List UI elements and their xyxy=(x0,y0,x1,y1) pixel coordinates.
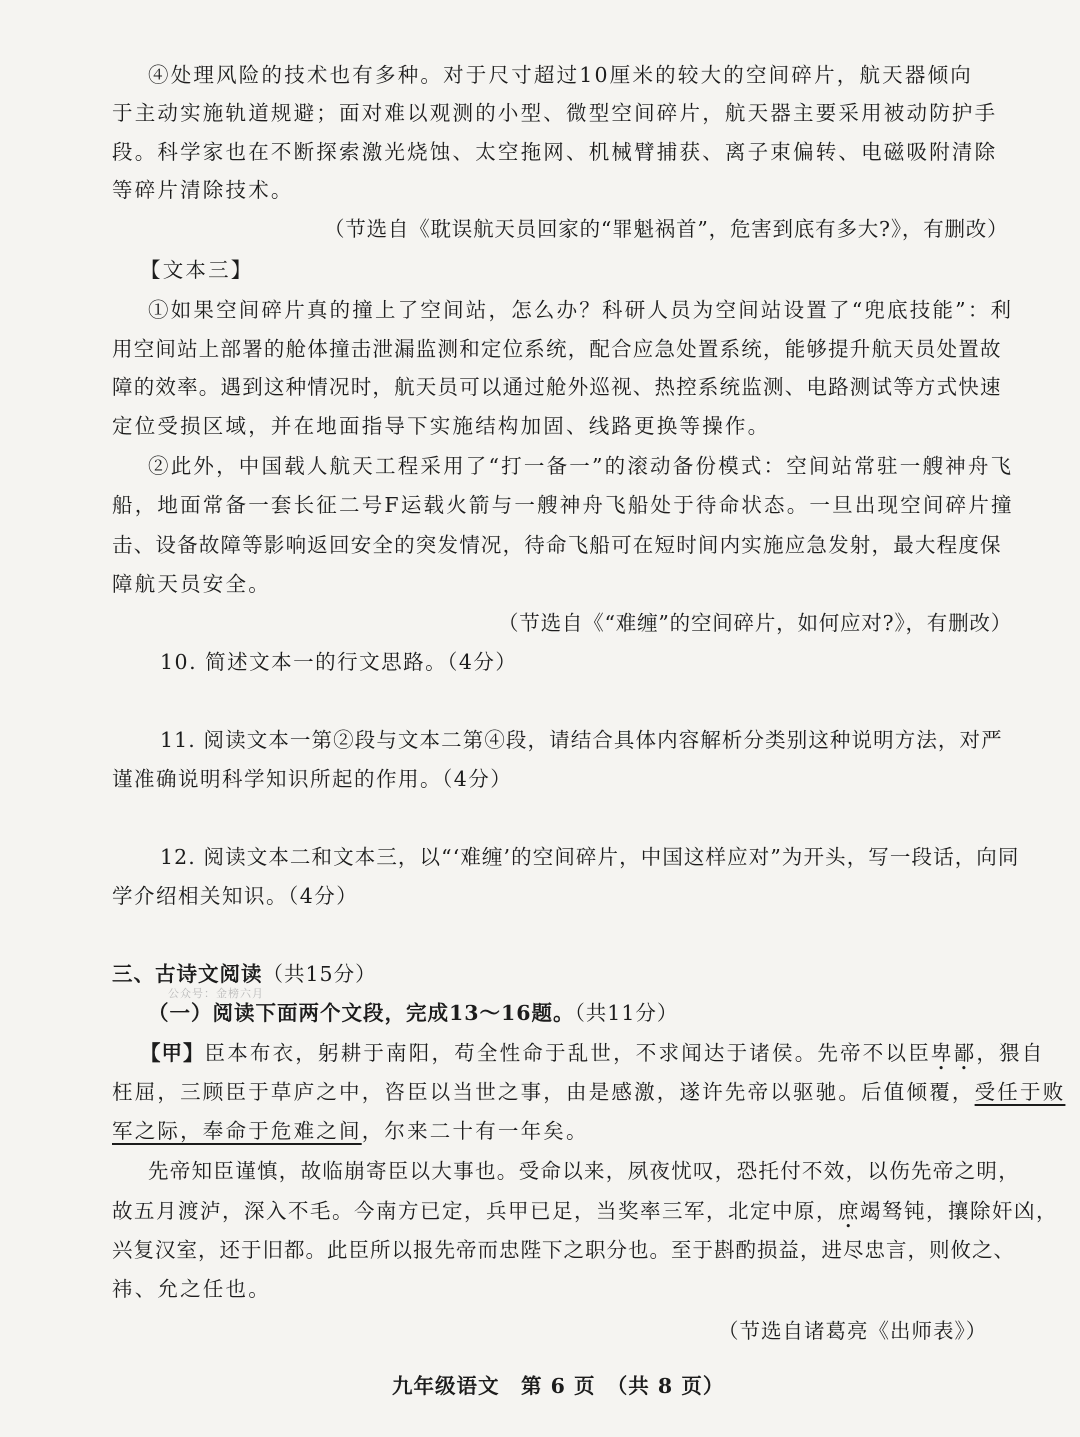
jia-line3 xyxy=(112,1118,589,1144)
text3-p2-line3: 击、设备故障等影响返回安全的突发情况，待命飞船可在短时间内实施应急发射，最大程度保 xyxy=(112,533,1002,557)
text2-p4-line3: 段。科学家也在不断探索激光烧蚀、太空拖网、机械臂捕获、离子束偏转、电磁吸附清除 xyxy=(112,140,998,164)
jia-line3-tail: ，尔来二十有一年矣。 xyxy=(361,1119,589,1143)
text3-p1-line4: 定位受损区域，并在地面指导下实施结构加固、线路更换等操作。 xyxy=(112,414,771,438)
section3-sub xyxy=(148,1000,678,1026)
text3-p1-line1: ①如果空间碎片真的撞上了空间站，怎么办？科研人员为空间站设置了“兜底技能”：利 xyxy=(148,298,1014,322)
emphasis-char-bei: 卑 xyxy=(930,1041,954,1065)
watermark: 公众号：金榜六月 xyxy=(168,987,264,1000)
jia-p2-line2 xyxy=(112,1198,1058,1224)
jia-underlined-2: 军之际，奉命于危难之间 xyxy=(112,1119,362,1143)
section3-sub-text: （一）阅读下面两个文段，完成13～16题。 xyxy=(148,1001,575,1025)
text2-source: （节选自《耽误航天员回家的“罪魁祸首”，危害到底有多大?》，有删改） xyxy=(324,217,1009,241)
jia-line1-text: 臣本布衣，躬耕于南阳，苟全性命于乱世，不求闻达于诸侯。先帝不以臣 xyxy=(204,1041,931,1065)
jia-line1-tail: ，猥自 xyxy=(976,1041,1045,1065)
text3-heading: 【文本三】 xyxy=(140,258,254,282)
question-11-line2: 谨准确说明科学知识所起的作用。（4分） xyxy=(112,767,513,791)
section3-sub-score: （共11分） xyxy=(574,1001,679,1025)
question-10: 10. 简述文本一的行文思路。（4分） xyxy=(160,650,518,674)
jia-underlined-1: 受任于败 xyxy=(974,1080,1066,1104)
section3-title-text: 三、古诗文阅读 xyxy=(112,962,263,986)
text3-source: （节选自《“难缠”的空间碎片，如何应对?》，有删改） xyxy=(498,611,1012,635)
text3-p1-line3: 障的效率。遇到这种情况时，航天员可以通过舱外巡视、热控系统监测、电路测试等方式快速 xyxy=(112,375,1002,399)
jia-p2-line4: 祎、允之任也。 xyxy=(112,1277,271,1301)
section3-title-score: （共15分） xyxy=(262,962,377,986)
jia-p2-line2-text: 故五月渡泸，深入不毛。今南方已定，兵甲已足，当奖率三军，北定中原， xyxy=(112,1199,838,1223)
jia-p2-line2-tail: 竭驽钝，攘除奸凶， xyxy=(860,1199,1058,1223)
jia-p2-line3: 兴复汉室，还于旧都。此臣所以报先帝而忠陛下之职分也。至于斟酌损益，进尽忠言，则攸之、 xyxy=(112,1238,1015,1262)
emphasis-char-bi: 鄙 xyxy=(953,1041,977,1065)
question-12-line1: 12. 阅读文本二和文本三，以“‘难缠’的空间碎片，中国这样应对”为开头，写一段话，向同 xyxy=(160,845,1020,869)
jia-line2-text: 枉屈，三顾臣于草庐之中，咨臣以当世之事，由是感激，遂许先帝以驱驰。后值倾覆， xyxy=(112,1080,975,1104)
text3-p1-line2: 用空间站上部署的舱体撞击泄漏监测和定位系统，配合应急处置系统，能够提升航天员处置故 xyxy=(112,337,1002,361)
jia-p2-line1: 先帝知臣谨慎，故临崩寄臣以大事也。受命以来，夙夜忧叹，恐托付不效，以伤先帝之明， xyxy=(148,1159,1020,1183)
text3-p2-line1: ②此外，中国载人航天工程采用了“打一备一”的滚动备份模式：空间站常驻一艘神舟飞 xyxy=(148,454,1014,478)
text2-p4-line2: 于主动实施轨道规避；面对难以观测的小型、微型空间碎片，航天器主要采用被动防护手 xyxy=(112,101,998,125)
question-11-line1: 11. 阅读文本一第②段与文本二第④段，请结合具体内容解析分类别这种说明方法，对严 xyxy=(160,728,1003,752)
text3-p2-line4: 障航天员安全。 xyxy=(112,572,271,596)
question-12-line2: 学介绍相关知识。（4分） xyxy=(112,884,359,908)
text3-p2-line2: 船，地面常备一套长征二号F运载火箭与一艘神舟飞船处于待命状态。一旦出现空间碎片撞 xyxy=(112,493,1014,517)
jia-label: 【甲】 xyxy=(140,1041,205,1065)
jia-line2 xyxy=(112,1079,1065,1105)
section3-title xyxy=(112,961,377,987)
text2-p4-line1: ④处理风险的技术也有多种。对于尺寸超过10厘米的较大的空间碎片，航天器倾向 xyxy=(148,63,973,87)
emphasis-char-shu: 庶 xyxy=(838,1199,860,1223)
text2-p4-line4: 等碎片清除技术。 xyxy=(112,178,294,202)
jia-source: （节选自诸葛亮《出师表》） xyxy=(718,1319,988,1343)
page-footer: 九年级语文 第 6 页 （共 8 页） xyxy=(392,1374,725,1398)
jia-line1 xyxy=(140,1040,1044,1066)
